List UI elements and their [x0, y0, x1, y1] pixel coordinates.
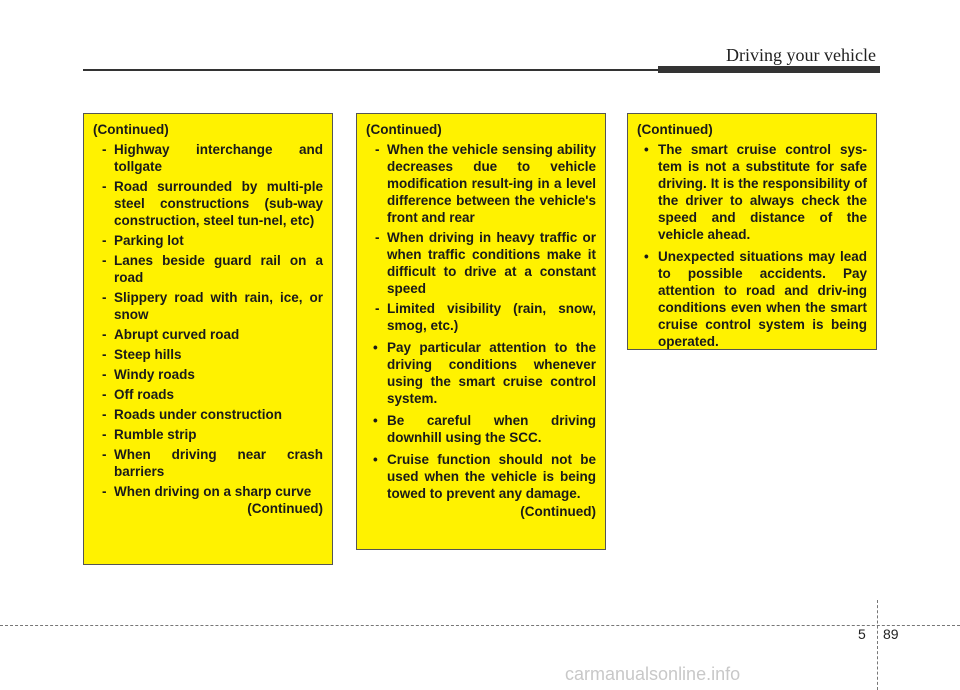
- continued-label: (Continued): [637, 122, 713, 137]
- list-item: - When driving in heavy traffic or when traffic conditions make it difficult to drive at a constant speed: [375, 230, 596, 296]
- continued-label-end: (Continued): [520, 504, 596, 519]
- page-number: 89: [883, 626, 899, 642]
- header-title: Driving your vehicle: [726, 45, 876, 65]
- caution-box-2: [356, 113, 606, 550]
- list-item: - Limited visibility (rain, snow, smog, etc.): [375, 301, 596, 333]
- continued-label-end: (Continued): [247, 501, 323, 516]
- watermark: carmanualsonline.info: [565, 664, 741, 684]
- continued-label: (Continued): [93, 122, 169, 137]
- continued-label: (Continued): [366, 122, 442, 137]
- list-item: - Rumble strip: [102, 427, 197, 442]
- chapter-number: 5: [858, 626, 866, 642]
- list-item: - Abrupt curved road: [102, 327, 240, 342]
- list-item: - Slippery road with rain, ice, or snow: [102, 290, 323, 322]
- caution-box-3: [627, 113, 877, 350]
- list-item: - When the vehicle sensing ability decreases due to vehicle modification result-ing in a level difference between the vehicle's front and rear: [375, 142, 596, 225]
- list-item: - Parking lot: [102, 233, 184, 248]
- list-item: - Off roads: [102, 387, 175, 402]
- list-item: - When driving on a sharp curve: [102, 484, 312, 499]
- header-rule-accent: [658, 66, 880, 73]
- bullet-item: • Pay particular attention to the driving conditions whenever using the smart cruise control system.: [373, 340, 596, 406]
- list-item: - Windy roads: [102, 367, 195, 382]
- footer-rule: [0, 625, 960, 626]
- list-item: - Highway interchange and tollgate: [102, 142, 323, 174]
- caution-box-1: [83, 113, 333, 565]
- footer-divider: [877, 600, 878, 690]
- list-item: - Roads under construction: [102, 407, 283, 422]
- bullet-item: • Cruise function should not be used when the vehicle is being towed to prevent any damage.: [373, 452, 596, 501]
- list-item: - When driving near crash barriers: [102, 447, 323, 479]
- list-item: - Lanes beside guard rail on a road: [102, 253, 323, 285]
- bullet-item: • Unexpected situations may lead to possible accidents. Pay attention to road and driv-ing conditions even when the smart cruise control system is being operated.: [644, 249, 867, 349]
- list-item: - Road surrounded by multi-ple steel constructions (sub-way construction, steel tun-nel, etc): [102, 179, 323, 228]
- bullet-item: • Be careful when driving downhill using the SCC.: [373, 413, 596, 445]
- bullet-item: • The smart cruise control sys-tem is not a substitute for safe driving. It is the responsibility of the driver to always check the speed and distance of the vehicle ahead.: [644, 142, 867, 242]
- list-item: - Steep hills: [102, 347, 182, 362]
